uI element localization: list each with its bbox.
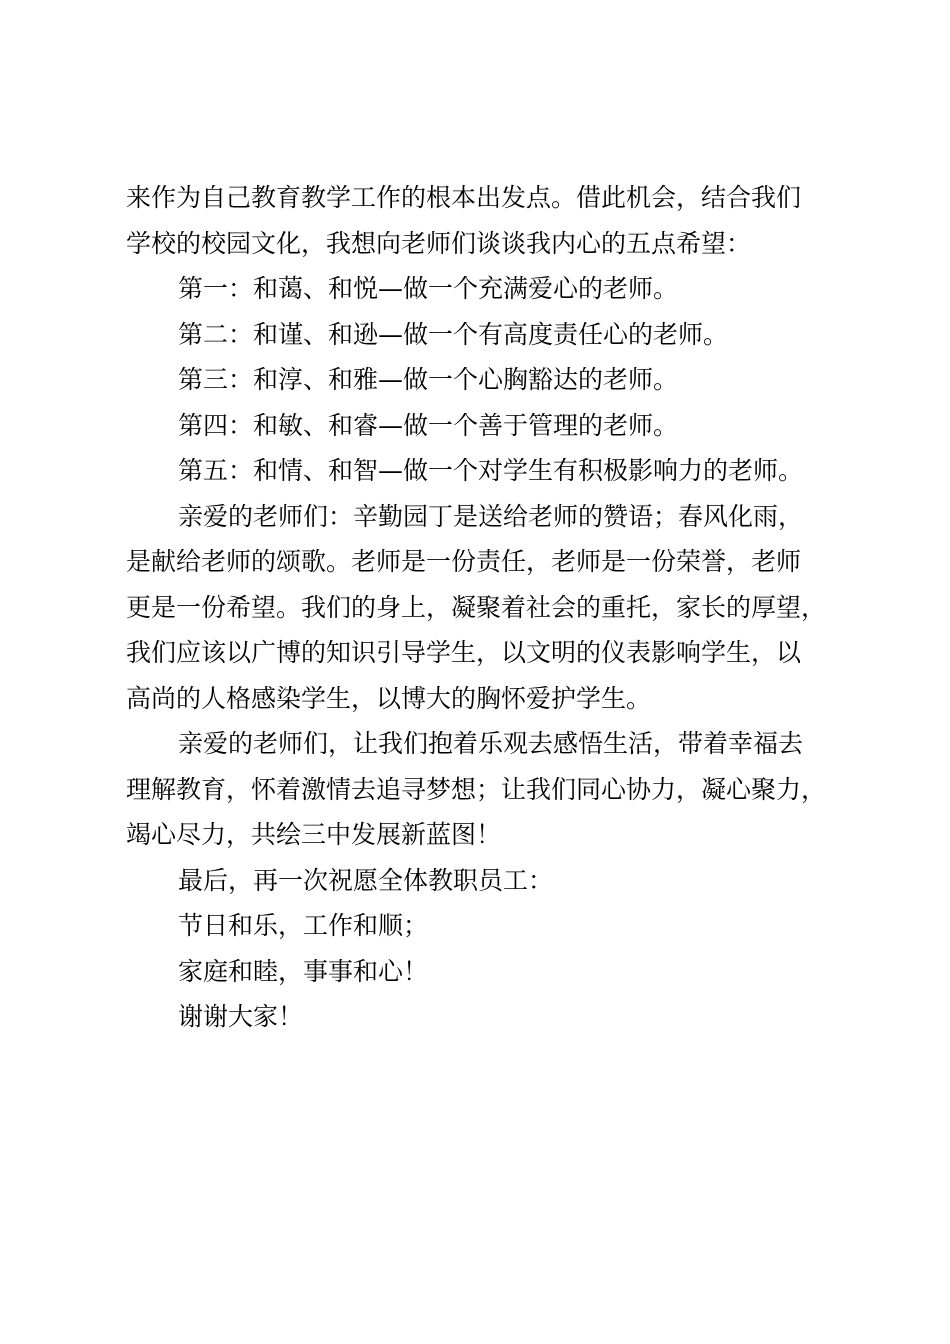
text-line: 第二：和谨、和逊—做一个有高度责任心的老师。 <box>178 319 729 349</box>
document-body <box>126 175 862 1040</box>
text-line: 第一：和蔼、和悦—做一个充满爱心的老师。 <box>178 274 679 303</box>
text-line: 节日和乐，工作和顺； <box>178 911 429 940</box>
text-line: 亲爱的老师们，让我们抱着乐观去感悟生活，带着幸福去 <box>178 729 804 758</box>
text-line: 家庭和睦，事事和心！ <box>178 956 429 986</box>
text-line: 我们应该以广博的知识引导学生，以文明的仪表影响学生，以 <box>126 638 802 667</box>
text-line: 学校的校园文化，我想向老师们谈谈我内心的五点希望： <box>126 228 752 258</box>
text-line: 理解教育，怀着激情去追寻梦想；让我们同心协力，凝心聚力， <box>126 774 827 804</box>
text-line: 更是一份希望。我们的身上，凝聚着社会的重托，家长的厚望， <box>126 592 827 622</box>
text-line: 是献给老师的颂歌。老师是一份责任，老师是一份荣誉，老师 <box>126 547 802 576</box>
text-line: 来作为自己教育教学工作的根本出发点。借此机会，结合我们 <box>126 183 802 212</box>
text-line: 第三：和淳、和雅—做一个心胸豁达的老师。 <box>178 365 679 394</box>
text-line: 最后，再一次祝愿全体教职员工： <box>178 865 554 895</box>
text-line: 第五：和情、和智—做一个对学生有积极影响力的老师。 <box>178 456 804 485</box>
text-line: 亲爱的老师们：辛勤园丁是送给老师的赞语；春风化雨， <box>178 501 804 531</box>
text-line: 竭心尽力，共绘三中发展新蓝图！ <box>126 820 502 849</box>
text-line: 高尚的人格感染学生，以博大的胸怀爱护学生。 <box>126 683 652 713</box>
text-line: 谢谢大家！ <box>178 1002 304 1031</box>
text-line: 第四：和敏、和睿—做一个善于管理的老师。 <box>178 410 679 440</box>
